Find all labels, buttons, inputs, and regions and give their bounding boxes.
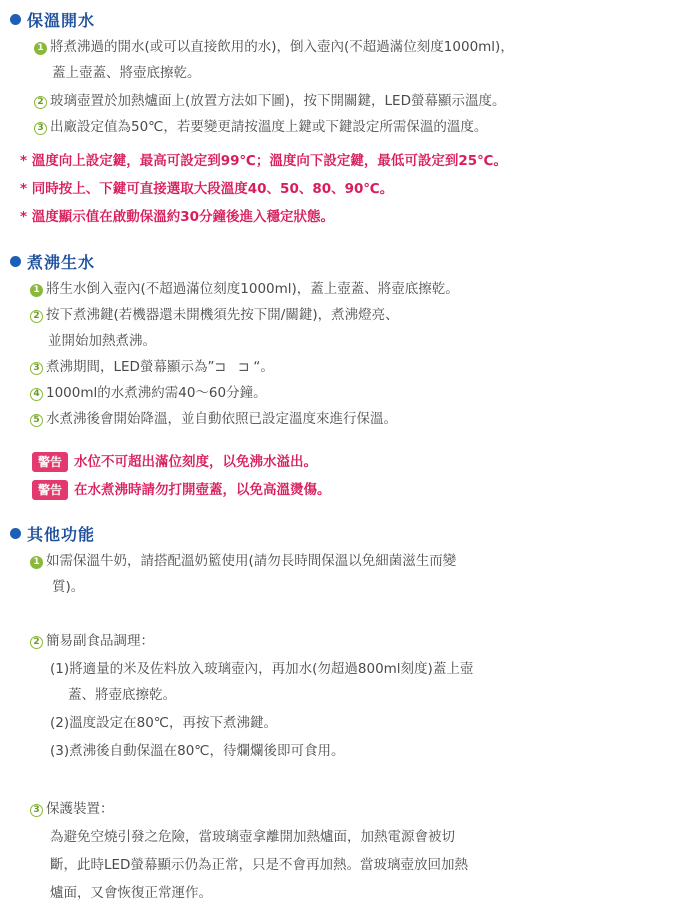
step-line: (1)將適量的米及佐料放入玻璃壺內，再加水(勿超過800ml刻度)蓋上壺 — [50, 661, 474, 677]
warning-badge: 警告 — [32, 480, 68, 500]
list-item — [30, 280, 459, 298]
number-badge-icon: 2 — [34, 96, 47, 109]
item-text: 將煮沸過的開水(或可以直接飲用的水)，倒入壺內(不超過滿位刻度1000ml)， — [50, 39, 514, 55]
bullet-dot-icon — [10, 14, 21, 25]
paragraph-line: 斷，此時LED螢幕顯示仍為正常，只是不會再加熱。當玻璃壺放回加熱 — [50, 857, 468, 873]
number-badge-icon: 3 — [34, 122, 47, 135]
list-item — [34, 92, 505, 110]
number-badge-icon: 3 — [30, 362, 43, 375]
list-item-continued: 質)。 — [52, 579, 85, 595]
list-item — [30, 358, 274, 376]
item-text: “。 — [253, 359, 274, 375]
section-boil-header — [10, 250, 95, 273]
number-badge-icon: 5 — [30, 414, 43, 427]
warning-badge: 警告 — [32, 452, 68, 472]
warning-line — [32, 480, 331, 500]
number-badge-icon: 1 — [30, 556, 43, 569]
section-title: 煮沸生水 — [27, 253, 96, 272]
number-badge-icon: 4 — [30, 388, 43, 401]
section-title: 保溫開水 — [27, 11, 96, 30]
item-title: 保護裝置： — [46, 801, 114, 817]
item-text: 水煮沸後會開始降溫，並自動依照已設定溫度來進行保溫。 — [46, 411, 397, 427]
bullet-dot-icon — [10, 256, 21, 267]
item-title: 簡易副食品調理： — [46, 633, 154, 649]
item-text: 煮沸期間，LED螢幕顯示為” — [46, 359, 215, 375]
list-item — [30, 306, 399, 324]
item-text: 玻璃壺置於加熱爐面上(放置方法如下圖)，按下開關鍵，LED螢幕顯示溫度。 — [50, 93, 506, 109]
note-line: * 同時按上、下鍵可直接選取大段溫度40、50、80、90℃。 — [20, 181, 394, 197]
section-keep-warm-header — [10, 8, 95, 31]
list-item-continued: 蓋上壺蓋、將壺底擦乾。 — [52, 65, 201, 81]
step-line: (3)煮沸後自動保溫在80℃，待爛爛後即可食用。 — [50, 743, 345, 759]
number-badge-icon: 3 — [30, 804, 43, 817]
list-item — [30, 384, 267, 402]
bullet-dot-icon — [10, 528, 21, 539]
item-text: 如需保溫牛奶，請搭配溫奶籃使用(請勿長時間保溫以免細菌滋生而變 — [46, 553, 457, 569]
item-text: 按下煮沸鍵(若機器還未開機須先按下開/關鍵)，煮沸燈亮、 — [46, 307, 399, 323]
section-other-header — [10, 522, 95, 545]
number-badge-icon: 2 — [30, 310, 43, 323]
paragraph-line: 爐面，又會恢復正常運作。 — [50, 885, 212, 901]
note-line: * 溫度向上設定鍵，最高可設定到99℃；溫度向下設定鍵，最低可設定到25℃。 — [20, 153, 508, 169]
list-item — [34, 118, 487, 136]
list-item — [30, 632, 154, 650]
item-text: 將生水倒入壺內(不超過滿位刻度1000ml)，蓋上壺蓋、將壺底擦乾。 — [46, 281, 459, 297]
warning-line — [32, 452, 317, 472]
number-badge-icon: 1 — [34, 42, 47, 55]
list-item-continued: 並開始加熱煮沸。 — [48, 333, 156, 349]
note-line: * 溫度顯示值在啟動保溫約30分鐘後進入穩定狀態。 — [20, 209, 335, 225]
warning-text: 水位不可超出滿位刻度，以免沸水溢出。 — [74, 454, 318, 470]
paragraph-line: 為避免空燒引發之危險，當玻璃壺拿離開加熱爐面，加熱電源會被切 — [50, 829, 455, 845]
list-item — [30, 410, 397, 428]
list-item — [30, 552, 456, 570]
warning-text: 在水煮沸時請勿打開壺蓋，以免高溫燙傷。 — [74, 482, 331, 498]
list-item — [34, 38, 514, 56]
number-badge-icon: 2 — [30, 636, 43, 649]
number-badge-icon: 1 — [30, 284, 43, 297]
led-display-symbol: ⊐ ⊐ — [214, 359, 254, 375]
list-item — [30, 800, 114, 818]
section-title: 其他功能 — [27, 525, 96, 544]
item-text: 1000ml的水煮沸約需40～60分鐘。 — [46, 385, 267, 401]
step-line: 蓋、將壺底擦乾。 — [68, 687, 176, 703]
step-line: (2)溫度設定在80℃，再按下煮沸鍵。 — [50, 715, 277, 731]
item-text: 出廠設定值為50℃，若要變更請按溫度上鍵或下鍵設定所需保溫的溫度。 — [50, 119, 488, 135]
